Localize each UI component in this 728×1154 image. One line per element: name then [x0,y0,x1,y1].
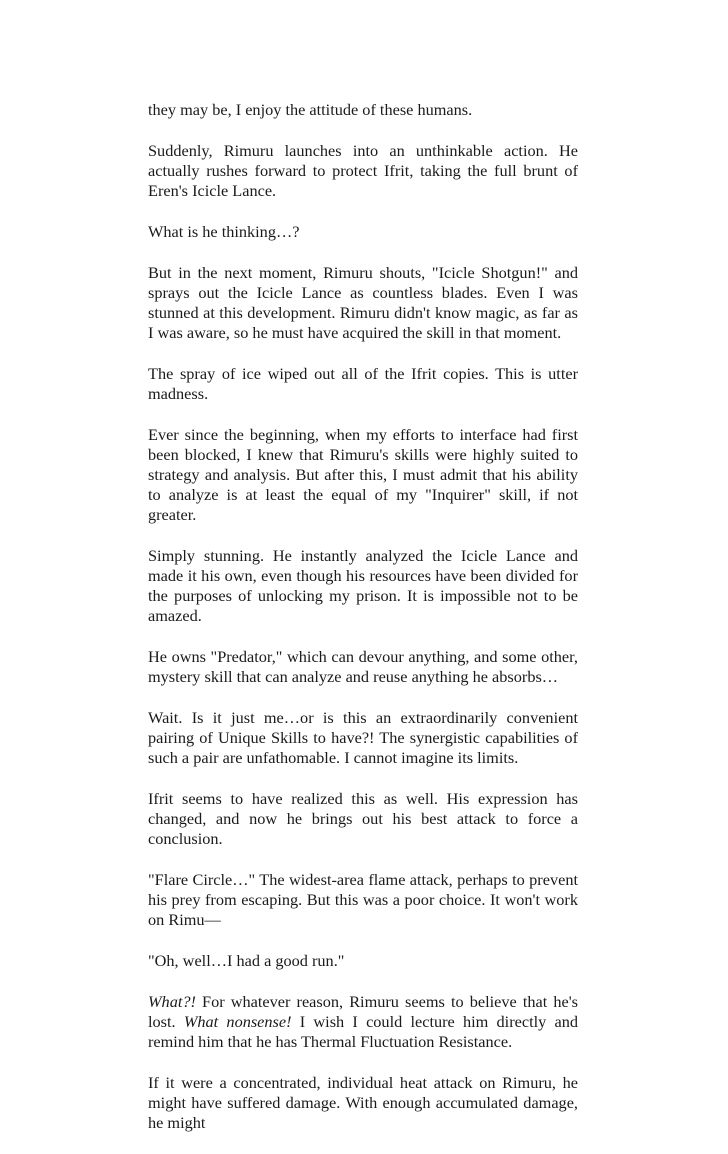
paragraph-3: What is he thinking…? [148,222,300,241]
paragraph-14: If it were a concentrated, individual heat attack on Rimuru, he might have suffered damage. With enough accumulated damage, he might [148,1073,578,1132]
paragraph-5: The spray of ice wiped out all of the Ifrit copies. This is utter madness. [148,364,578,403]
paragraph-13-text-1: For whatever reason, Rimuru seems to believe that he's lost. [148,992,578,1031]
paragraph-11: "Flare Circle…" The widest-area flame attack, perhaps to prevent his prey from escaping. But this was a poor choice. It won't work on Rimu— [148,870,578,929]
paragraph-12: "Oh, well…I had a good run." [148,951,345,970]
paragraph-1: they may be, I enjoy the attitude of these humans. [148,100,473,119]
paragraph-6: Ever since the beginning, when my efforts to interface had first been blocked, I knew that Rimuru's skills were highly suited to strategy and analysis. But after this, I must admit that his ability to analyze is at least the equal of my "Inquirer" skill, if not greater. [148,425,578,524]
paragraph-13 [148,992,578,1052]
book-page [148,100,578,1154]
paragraph-2: Suddenly, Rimuru launches into an unthinkable action. He actually rushes forward to protect Ifrit, taking the full brunt of Eren's Icicle Lance. [148,141,578,200]
italic-what-nonsense: What nonsense! [183,1012,292,1031]
paragraph-13-text-2: I wish I could lecture him directly and remind him that he has Thermal Fluctuation Resistance. [148,1012,579,1051]
paragraph-8: He owns "Predator," which can devour anything, and some other, mystery skill that can analyze and reuse anything he absorbs… [148,647,578,686]
paragraph-9: Wait. Is it just me…or is this an extraordinarily convenient pairing of Unique Skills to have?! The synergistic capabilities of such a pair are unfathomable. I cannot imagine its limits. [148,708,578,767]
paragraph-10: Ifrit seems to have realized this as well. His expression has changed, and now he brings out his best attack to force a conclusion. [148,789,578,848]
italic-what: What?! [148,992,196,1011]
paragraph-4: But in the next moment, Rimuru shouts, "Icicle Shotgun!" and sprays out the Icicle Lance as countless blades. Even I was stunned at this development. Rimuru didn't know magic, as far as I was aware, so he must have acquired the skill in that moment. [148,263,578,342]
paragraph-7: Simply stunning. He instantly analyzed the Icicle Lance and made it his own, even though his resources have been divided for the purposes of unlocking my prison. It is impossible not to be amazed. [148,546,578,625]
